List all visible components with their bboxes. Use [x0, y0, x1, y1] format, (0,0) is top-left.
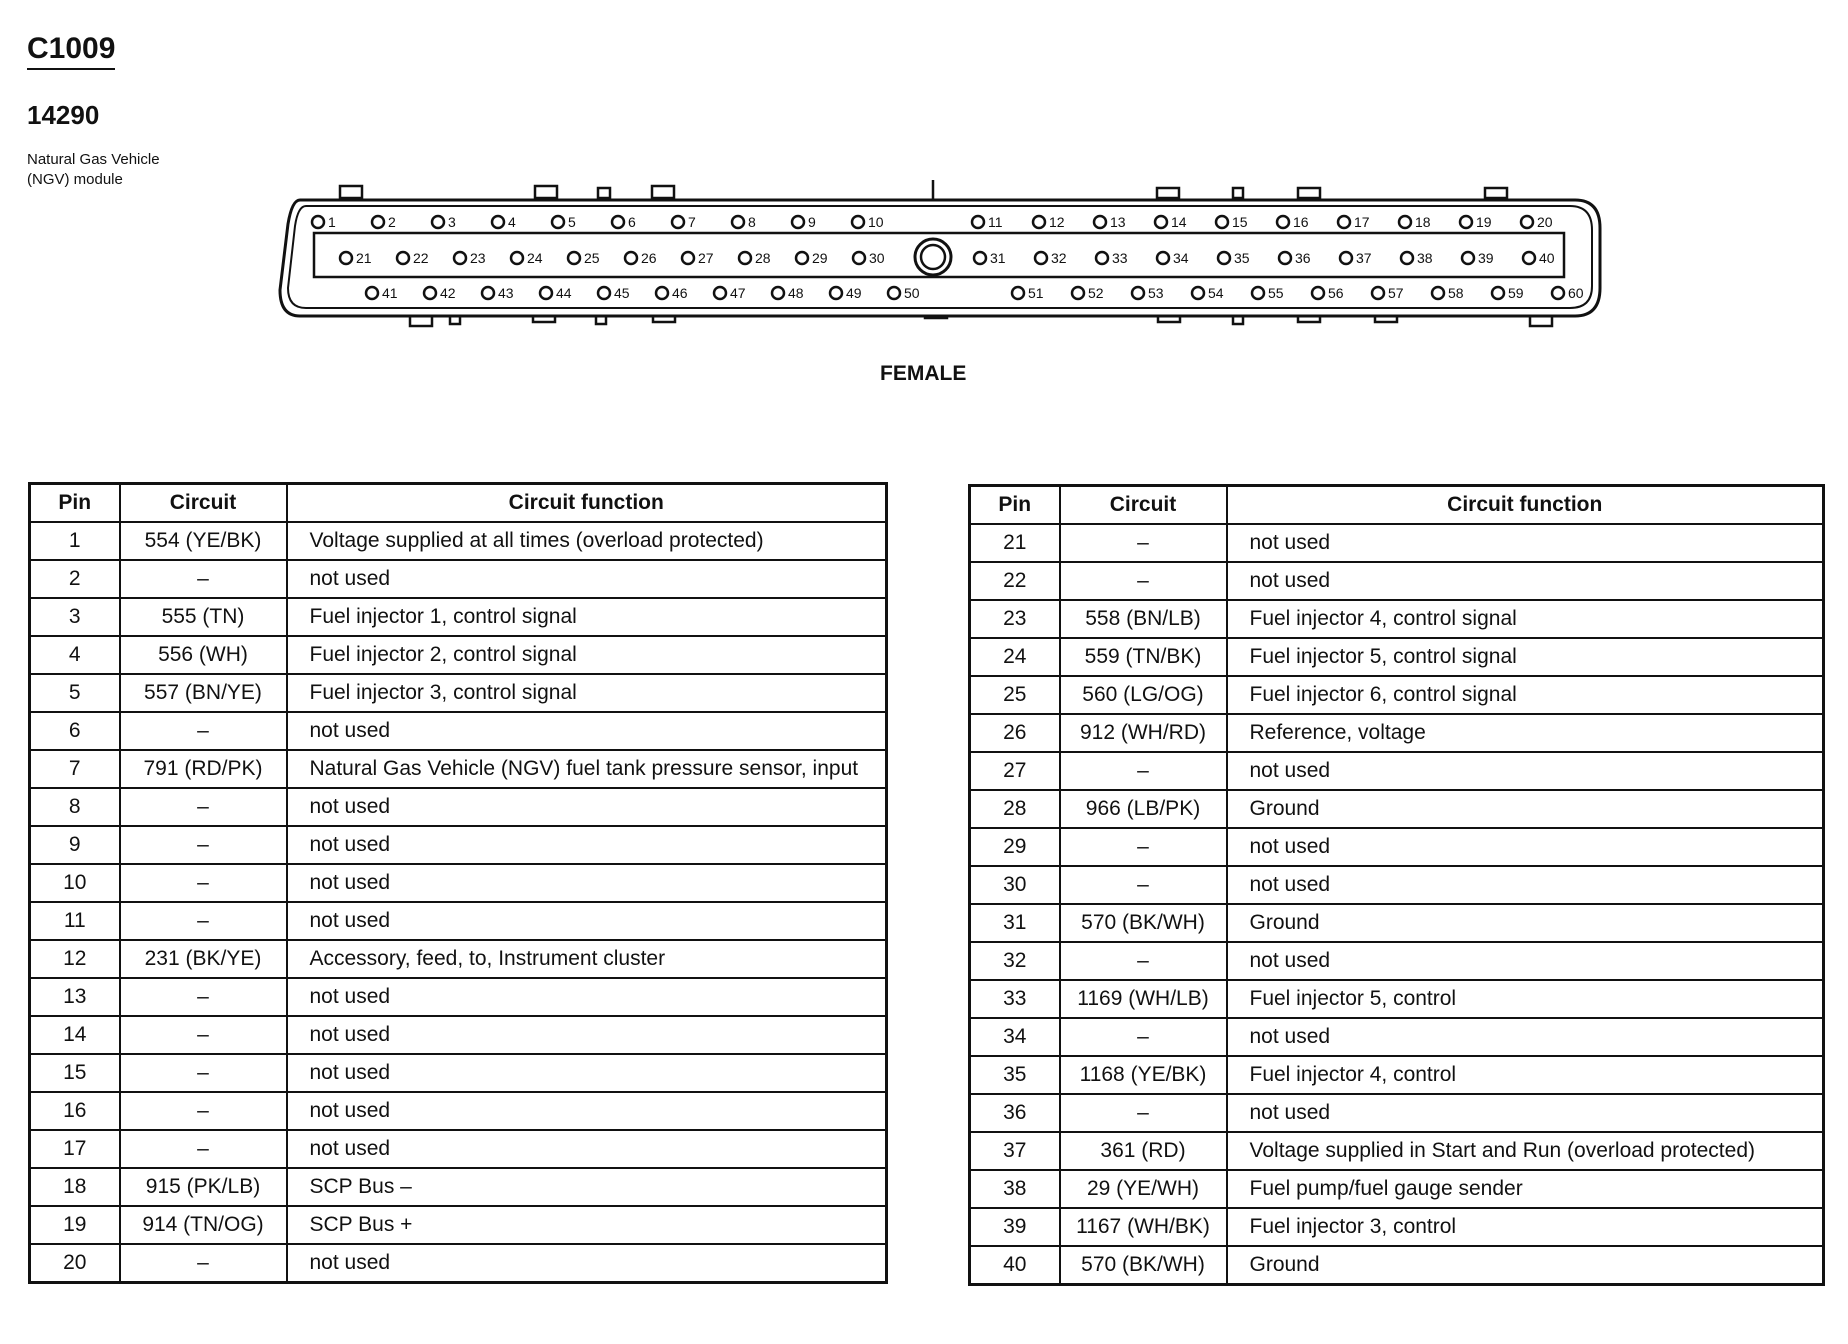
pin-hole [312, 216, 324, 228]
table-header-row [970, 486, 1824, 525]
pin-number-label: 10 [868, 214, 884, 230]
pin-number-label: 11 [988, 214, 1003, 230]
table-row [30, 788, 887, 826]
pin-hole [1492, 287, 1504, 299]
pin-number-label: 27 [698, 250, 714, 266]
circuit-cell: 1167 (WH/BK) [1060, 1208, 1227, 1246]
table-row [970, 524, 1824, 562]
pin-cell: 15 [30, 1054, 120, 1092]
pin-number-label: 19 [1476, 214, 1492, 230]
pinout-table-right [968, 484, 1825, 1286]
function-cell: SCP Bus – [287, 1168, 887, 1206]
pin-hole [1012, 287, 1024, 299]
function-cell: not used [1227, 866, 1824, 904]
pin-cell: 6 [30, 712, 120, 750]
circuit-cell: 914 (TN/OG) [120, 1206, 287, 1244]
circuit-cell: 1168 (YE/BK) [1060, 1056, 1227, 1094]
table-row [970, 904, 1824, 942]
pin-cell: 23 [970, 600, 1060, 638]
table-row [970, 866, 1824, 904]
pin-hole [612, 216, 624, 228]
table-row [30, 636, 887, 674]
pin-number-label: 44 [556, 285, 572, 301]
function-cell: Fuel injector 6, control signal [1227, 676, 1824, 714]
connector-top-tabs [340, 186, 1507, 198]
circuit-cell: 557 (BN/YE) [120, 674, 287, 712]
table-header-row [30, 484, 887, 523]
description-line-1: Natural Gas Vehicle [27, 151, 160, 168]
table-row [30, 598, 887, 636]
circuit-cell: – [1060, 562, 1227, 600]
circuit-cell: – [120, 712, 287, 750]
pin-hole [974, 252, 986, 264]
table-row [30, 864, 887, 902]
pin-number-label: 56 [1328, 285, 1344, 301]
table-row [30, 1244, 887, 1283]
pin-number-label: 17 [1354, 214, 1370, 230]
pin-number-label: 28 [755, 250, 771, 266]
pin-number-label: 26 [641, 250, 657, 266]
function-cell: not used [1227, 828, 1824, 866]
pin-number-label: 48 [788, 285, 804, 301]
pin-number-label: 13 [1110, 214, 1126, 230]
function-cell: Ground [1227, 904, 1824, 942]
pin-hole [656, 287, 668, 299]
pin-number-label: 21 [356, 250, 372, 266]
pin-number-label: 23 [470, 250, 486, 266]
header-pin: Pin [30, 484, 120, 523]
table-row [970, 828, 1824, 866]
function-cell: Ground [1227, 790, 1824, 828]
pin-cell: 25 [970, 676, 1060, 714]
pin-hole [1552, 287, 1564, 299]
pin-hole [1312, 287, 1324, 299]
pin-hole [739, 252, 751, 264]
pin-hole [372, 216, 384, 228]
pin-hole [1033, 216, 1045, 228]
table-row [30, 902, 887, 940]
function-cell: Fuel injector 3, control [1227, 1208, 1824, 1246]
pin-number-label: 33 [1112, 250, 1128, 266]
pin-hole [852, 216, 864, 228]
function-cell: not used [1227, 1018, 1824, 1056]
circuit-cell: 966 (LB/PK) [1060, 790, 1227, 828]
connector-gender-label: FEMALE [880, 362, 967, 385]
function-cell: not used [287, 712, 887, 750]
circuit-cell: 570 (BK/WH) [1060, 904, 1227, 942]
circuit-cell: – [120, 1244, 287, 1283]
pin-cell: 38 [970, 1170, 1060, 1208]
description-line-2: (NGV) module [27, 171, 123, 188]
table-row [30, 826, 887, 864]
pin-hole [625, 252, 637, 264]
pin-cell: 39 [970, 1208, 1060, 1246]
pin-hole [424, 287, 436, 299]
table-row [970, 942, 1824, 980]
pin-hole [1521, 216, 1533, 228]
table-row [30, 978, 887, 1016]
pin-number-label: 50 [904, 285, 920, 301]
table-row [30, 560, 887, 598]
pin-hole [1340, 252, 1352, 264]
circuit-cell: 554 (YE/BK) [120, 522, 287, 560]
pin-number-label: 15 [1232, 214, 1248, 230]
function-cell: not used [287, 560, 887, 598]
pin-number-label: 40 [1539, 250, 1555, 266]
table-row [970, 752, 1824, 790]
pin-cell: 35 [970, 1056, 1060, 1094]
circuit-cell: – [120, 1092, 287, 1130]
header-circuit: Circuit [1060, 486, 1227, 525]
function-cell: not used [287, 902, 887, 940]
pin-hole [792, 216, 804, 228]
pin-cell: 1 [30, 522, 120, 560]
pin-cell: 7 [30, 750, 120, 788]
function-cell: not used [1227, 562, 1824, 600]
header-pin: Pin [970, 486, 1060, 525]
table-row [30, 750, 887, 788]
pin-number-label: 12 [1049, 214, 1065, 230]
circuit-cell: – [1060, 1018, 1227, 1056]
circuit-cell: 555 (TN) [120, 598, 287, 636]
pin-number-label: 53 [1148, 285, 1164, 301]
pin-hole [672, 216, 684, 228]
pin-number-label: 54 [1208, 285, 1224, 301]
pin-hole [1216, 216, 1228, 228]
pin-number-label: 52 [1088, 285, 1104, 301]
circuit-cell: – [120, 1130, 287, 1168]
circuit-cell: 915 (PK/LB) [120, 1168, 287, 1206]
pin-number-label: 4 [508, 214, 516, 230]
pinout-table-left [28, 482, 888, 1284]
circuit-cell: – [1060, 752, 1227, 790]
function-cell: not used [287, 1130, 887, 1168]
pin-number-label: 36 [1295, 250, 1311, 266]
pin-cell: 33 [970, 980, 1060, 1018]
function-cell: Ground [1227, 1246, 1824, 1285]
pin-number-label: 37 [1356, 250, 1372, 266]
function-cell: not used [287, 1054, 887, 1092]
pin-number-label: 22 [413, 250, 429, 266]
pin-hole [1372, 287, 1384, 299]
pin-hole [552, 216, 564, 228]
pin-number-label: 20 [1537, 214, 1553, 230]
circuit-cell: 570 (BK/WH) [1060, 1246, 1227, 1285]
pin-hole [511, 252, 523, 264]
function-cell: not used [287, 826, 887, 864]
table-row [970, 562, 1824, 600]
pin-hole [540, 287, 552, 299]
pin-hole [682, 252, 694, 264]
table-row [30, 1016, 887, 1054]
table-row [30, 1092, 887, 1130]
function-cell: not used [287, 1244, 887, 1283]
pin-hole [492, 216, 504, 228]
circuit-cell: 560 (LG/OG) [1060, 676, 1227, 714]
pin-number-label: 38 [1417, 250, 1433, 266]
circuit-cell: – [1060, 524, 1227, 562]
table-row [970, 1018, 1824, 1056]
function-cell: not used [287, 864, 887, 902]
function-cell: not used [1227, 752, 1824, 790]
pin-hole [888, 287, 900, 299]
pin-number-label: 41 [382, 285, 398, 301]
pin-hole [568, 252, 580, 264]
function-cell: Fuel injector 1, control signal [287, 598, 887, 636]
circuit-cell: – [120, 864, 287, 902]
pin-number-label: 57 [1388, 285, 1404, 301]
function-cell: Fuel injector 4, control [1227, 1056, 1824, 1094]
pin-cell: 9 [30, 826, 120, 864]
function-cell: not used [1227, 942, 1824, 980]
pin-cell: 4 [30, 636, 120, 674]
table-row [970, 1208, 1824, 1246]
pin-number-label: 1 [328, 214, 336, 230]
part-number: 14290 [27, 100, 100, 130]
pin-cell: 40 [970, 1246, 1060, 1285]
circuit-cell: – [1060, 828, 1227, 866]
pin-hole [772, 287, 784, 299]
function-cell: not used [287, 788, 887, 826]
pin-cell: 28 [970, 790, 1060, 828]
pin-number-label: 2 [388, 214, 396, 230]
pin-number-label: 9 [808, 214, 816, 230]
pin-hole [1401, 252, 1413, 264]
pin-cell: 31 [970, 904, 1060, 942]
pin-hole [1432, 287, 1444, 299]
pin-hole [454, 252, 466, 264]
function-cell: Fuel injector 5, control signal [1227, 638, 1824, 676]
pin-hole [1399, 216, 1411, 228]
function-cell: SCP Bus + [287, 1206, 887, 1244]
pin-cell: 3 [30, 598, 120, 636]
table-row [970, 638, 1824, 676]
pin-cell: 30 [970, 866, 1060, 904]
pin-number-label: 39 [1478, 250, 1494, 266]
pin-hole [1277, 216, 1289, 228]
pin-hole [1218, 252, 1230, 264]
pin-cell: 12 [30, 940, 120, 978]
table-row [970, 600, 1824, 638]
pin-number-label: 42 [440, 285, 456, 301]
pin-cell: 24 [970, 638, 1060, 676]
pin-number-label: 47 [730, 285, 746, 301]
pin-cell: 10 [30, 864, 120, 902]
pin-number-label: 55 [1268, 285, 1284, 301]
pin-cell: 36 [970, 1094, 1060, 1132]
pin-number-label: 51 [1028, 285, 1044, 301]
pin-hole [366, 287, 378, 299]
pin-cell: 2 [30, 560, 120, 598]
header-circuit: Circuit [120, 484, 287, 523]
pin-hole [1192, 287, 1204, 299]
pin-number-label: 34 [1173, 250, 1189, 266]
function-cell: Fuel injector 5, control [1227, 980, 1824, 1018]
function-cell: Fuel pump/fuel gauge sender [1227, 1170, 1824, 1208]
pin-number-label: 24 [527, 250, 543, 266]
function-cell: Fuel injector 4, control signal [1227, 600, 1824, 638]
pin-hole [1460, 216, 1472, 228]
header-function: Circuit function [287, 484, 887, 523]
pin-hole [397, 252, 409, 264]
circuit-cell: – [1060, 942, 1227, 980]
pin-number-label: 14 [1171, 214, 1187, 230]
function-cell: Accessory, feed, to, Instrument cluster [287, 940, 887, 978]
function-cell: Fuel injector 2, control signal [287, 636, 887, 674]
pin-hole [1035, 252, 1047, 264]
circuit-cell: – [120, 788, 287, 826]
pin-hole [714, 287, 726, 299]
function-cell: Natural Gas Vehicle (NGV) fuel tank pressure sensor, input [287, 750, 887, 788]
pin-hole [972, 216, 984, 228]
pin-cell: 20 [30, 1244, 120, 1283]
function-cell: not used [1227, 524, 1824, 562]
pin-cell: 32 [970, 942, 1060, 980]
pin-hole [1072, 287, 1084, 299]
pin-number-label: 6 [628, 214, 636, 230]
pin-cell: 26 [970, 714, 1060, 752]
pin-number-label: 29 [812, 250, 828, 266]
circuit-cell: – [120, 1016, 287, 1054]
pin-number-label: 35 [1234, 250, 1250, 266]
pin-cell: 29 [970, 828, 1060, 866]
function-cell: not used [287, 1092, 887, 1130]
table-row [970, 980, 1824, 1018]
table-row [30, 522, 887, 560]
pin-hole [1157, 252, 1169, 264]
table-row [970, 676, 1824, 714]
table-row [970, 1246, 1824, 1285]
pin-number-label: 30 [869, 250, 885, 266]
pin-hole [1462, 252, 1474, 264]
circuit-cell: 29 (YE/WH) [1060, 1170, 1227, 1208]
pin-hole [1523, 252, 1535, 264]
pin-number-label: 5 [568, 214, 576, 230]
pin-cell: 8 [30, 788, 120, 826]
connector-diagram [0, 0, 1848, 360]
pin-hole [732, 216, 744, 228]
table-row [970, 1094, 1824, 1132]
pin-cell: 27 [970, 752, 1060, 790]
circuit-cell: – [120, 902, 287, 940]
pin-hole [853, 252, 865, 264]
circuit-cell: 559 (TN/BK) [1060, 638, 1227, 676]
table-row [30, 712, 887, 750]
pin-cell: 37 [970, 1132, 1060, 1170]
circuit-cell: – [1060, 866, 1227, 904]
pin-number-label: 31 [990, 250, 1006, 266]
pin-hole [598, 287, 610, 299]
table-row [970, 790, 1824, 828]
pin-hole [482, 287, 494, 299]
table-row [30, 674, 887, 712]
pin-number-label: 60 [1568, 285, 1584, 301]
table-row [30, 1054, 887, 1092]
pin-hole [1252, 287, 1264, 299]
function-cell: not used [287, 978, 887, 1016]
pin-hole [340, 252, 352, 264]
pin-cell: 21 [970, 524, 1060, 562]
table-row [30, 1168, 887, 1206]
pin-number-label: 58 [1448, 285, 1464, 301]
circuit-cell: – [1060, 1094, 1227, 1132]
pin-hole [1338, 216, 1350, 228]
pin-number-label: 16 [1293, 214, 1309, 230]
connector-id: C1009 [27, 32, 115, 70]
function-cell: Fuel injector 3, control signal [287, 674, 887, 712]
circuit-cell: 361 (RD) [1060, 1132, 1227, 1170]
circuit-cell: – [120, 560, 287, 598]
pin-cell: 16 [30, 1092, 120, 1130]
pin-hole [830, 287, 842, 299]
function-cell: Voltage supplied at all times (overload protected) [287, 522, 887, 560]
pin-hole [432, 216, 444, 228]
circuit-cell: – [120, 978, 287, 1016]
circuit-cell: – [120, 1054, 287, 1092]
pin-number-label: 18 [1415, 214, 1431, 230]
table-row [30, 1206, 887, 1244]
pin-number-label: 32 [1051, 250, 1067, 266]
pin-cell: 19 [30, 1206, 120, 1244]
pin-number-label: 8 [748, 214, 756, 230]
pin-hole [1094, 216, 1106, 228]
table-row [970, 1170, 1824, 1208]
pin-cell: 14 [30, 1016, 120, 1054]
pin-number-label: 46 [672, 285, 688, 301]
pin-hole [1096, 252, 1108, 264]
table-row [970, 714, 1824, 752]
table-row [970, 1056, 1824, 1094]
pin-number-label: 49 [846, 285, 862, 301]
header-function: Circuit function [1227, 486, 1824, 525]
circuit-cell: 556 (WH) [120, 636, 287, 674]
pin-number-label: 45 [614, 285, 630, 301]
pin-hole [796, 252, 808, 264]
pin-cell: 17 [30, 1130, 120, 1168]
circuit-cell: 231 (BK/YE) [120, 940, 287, 978]
pin-hole [1279, 252, 1291, 264]
circuit-cell: – [120, 826, 287, 864]
pin-cell: 22 [970, 562, 1060, 600]
pin-number-label: 7 [688, 214, 696, 230]
function-cell: not used [287, 1016, 887, 1054]
circuit-cell: 1169 (WH/LB) [1060, 980, 1227, 1018]
pin-hole [1132, 287, 1144, 299]
pin-cell: 18 [30, 1168, 120, 1206]
function-cell: not used [1227, 1094, 1824, 1132]
function-cell: Voltage supplied in Start and Run (overload protected) [1227, 1132, 1824, 1170]
pin-number-label: 25 [584, 250, 600, 266]
table-row [30, 1130, 887, 1168]
pin-cell: 34 [970, 1018, 1060, 1056]
circuit-cell: 791 (RD/PK) [120, 750, 287, 788]
pin-cell: 5 [30, 674, 120, 712]
pin-cell: 11 [30, 902, 120, 940]
circuit-cell: 558 (BN/LB) [1060, 600, 1227, 638]
pin-number-label: 3 [448, 214, 456, 230]
pin-number-label: 43 [498, 285, 514, 301]
circuit-cell: 912 (WH/RD) [1060, 714, 1227, 752]
pin-cell: 13 [30, 978, 120, 1016]
function-cell: Reference, voltage [1227, 714, 1824, 752]
pin-number-label: 59 [1508, 285, 1524, 301]
table-row [970, 1132, 1824, 1170]
table-row [30, 940, 887, 978]
pin-hole [1155, 216, 1167, 228]
